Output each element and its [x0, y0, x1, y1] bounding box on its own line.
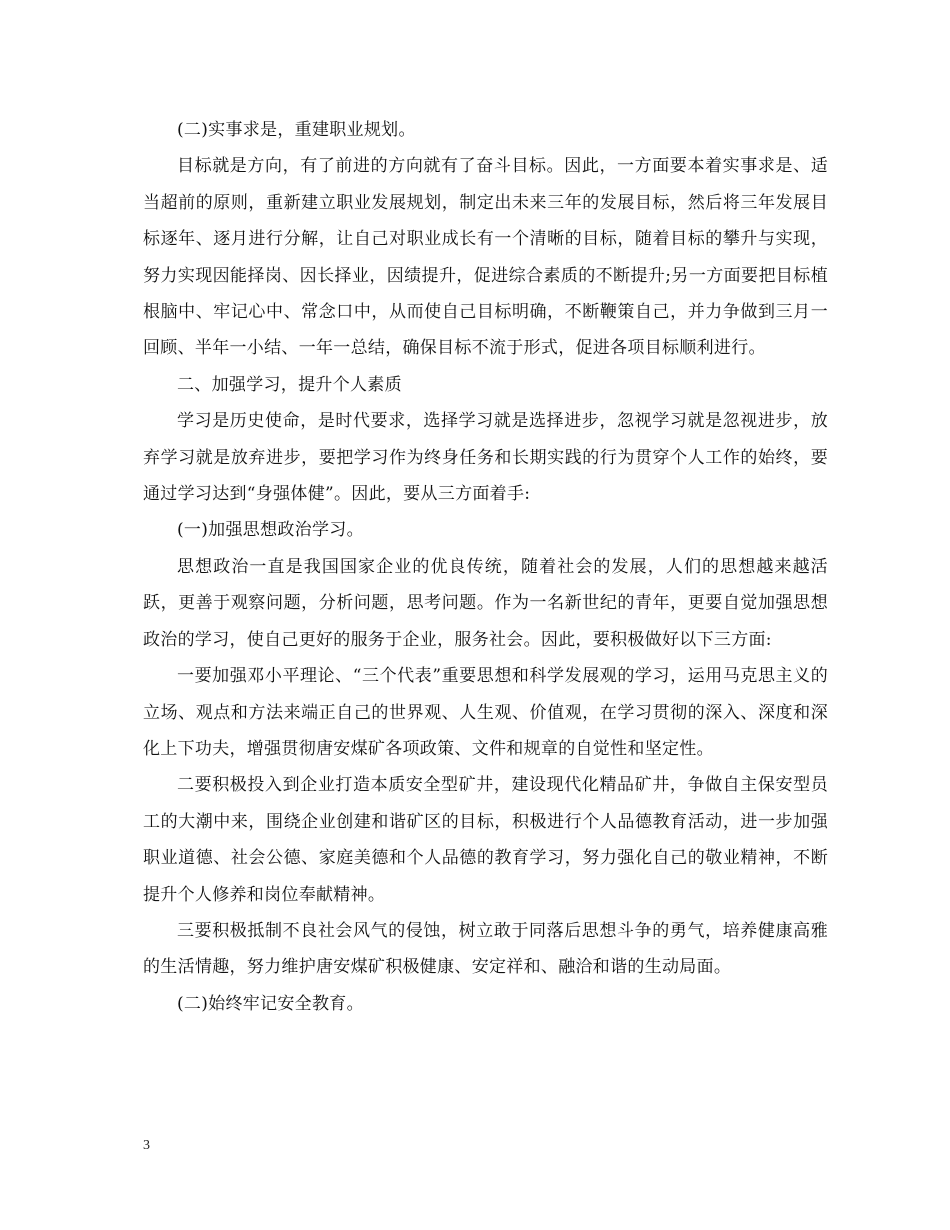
- page-number: 3: [143, 1138, 150, 1153]
- paragraph-point-one: 一要加强邓小平理论、“三个代表”重要思想和科学发展观的学习，运用马克思主义的立场、观点和方法来端正自己的世界观、人生观、价值观，在学习贯彻的深入、深度和深化上下功夫，增强贯彻唐安煤矿各项政策、文件和规章的自觉性和坚定性。: [143, 666, 828, 759]
- paragraph-goals: 目标就是方向，有了前进的方向就有了奋斗目标。因此，一方面要本着实事求是、适当超前的原则，重新建立职业发展规划，制定出未来三年的发展目标，然后将三年发展目标逐年、逐月进行分解，让自己对职业成长有一个清晰的目标，随着目标的攀升与实现，努力实现因能择岗、因长择业，因绩提升，促进综合素质的不断提升;另一方面要把目标植根脑中、牢记心中、常念口中，从而使自己目标明确，不断鞭策自己，并力争做到三月一回顾、半年一小结、一年一总结，确保目标不流于形式，促进各项目标顺利进行。: [143, 156, 828, 359]
- paragraph-point-two: 二要积极投入到企业打造本质安全型矿井，建设现代化精品矿井，争做自主保安型员工的大潮中来，围绕企业创建和谐矿区的目标，积极进行个人品德教育活动，进一步加强职业道德、社会公德、家庭美德和个人品德的教育学习，努力强化自己的敬业精神，不断提升个人修养和岗位奉献精神。: [143, 775, 828, 905]
- paragraph-political-study: 思想政治一直是我国国家企业的优良传统，随着社会的发展，人们的思想越来越活跃，更善于观察问题，分析问题，思考问题。作为一名新世纪的青年，更要自觉加强思想政治的学习，使自己更好的服务于企业，服务社会。因此，要积极做好以下三方面:: [143, 556, 828, 650]
- document-body: [143, 112, 828, 1022]
- section-heading-political-study: (一)加强思想政治学习。: [177, 520, 364, 541]
- section-heading-career-planning: (二)实事求是，重建职业规划。: [177, 120, 416, 140]
- section-heading-safety-education: (二)始终牢记安全教育。: [177, 993, 364, 1014]
- section-heading-strengthen-learning: 二、加强学习，提升个人素质: [177, 374, 402, 395]
- paragraph-point-three: 三要积极抵制不良社会风气的侵蚀，树立敢于同落后思想斗争的勇气，培养健康高雅的生活情趣，努力维护唐安煤矿积极健康、安定祥和、融洽和谐的生动局面。: [143, 920, 828, 978]
- paragraph-learning: 学习是历史使命，是时代要求，选择学习就是选择进步，忽视学习就是忽视进步，放弃学习就是放弃进步，要把学习作为终身任务和长期实践的行为贯穿个人工作的始终，要通过学习达到“身强体健”。因此，要从三方面着手:: [143, 411, 828, 505]
